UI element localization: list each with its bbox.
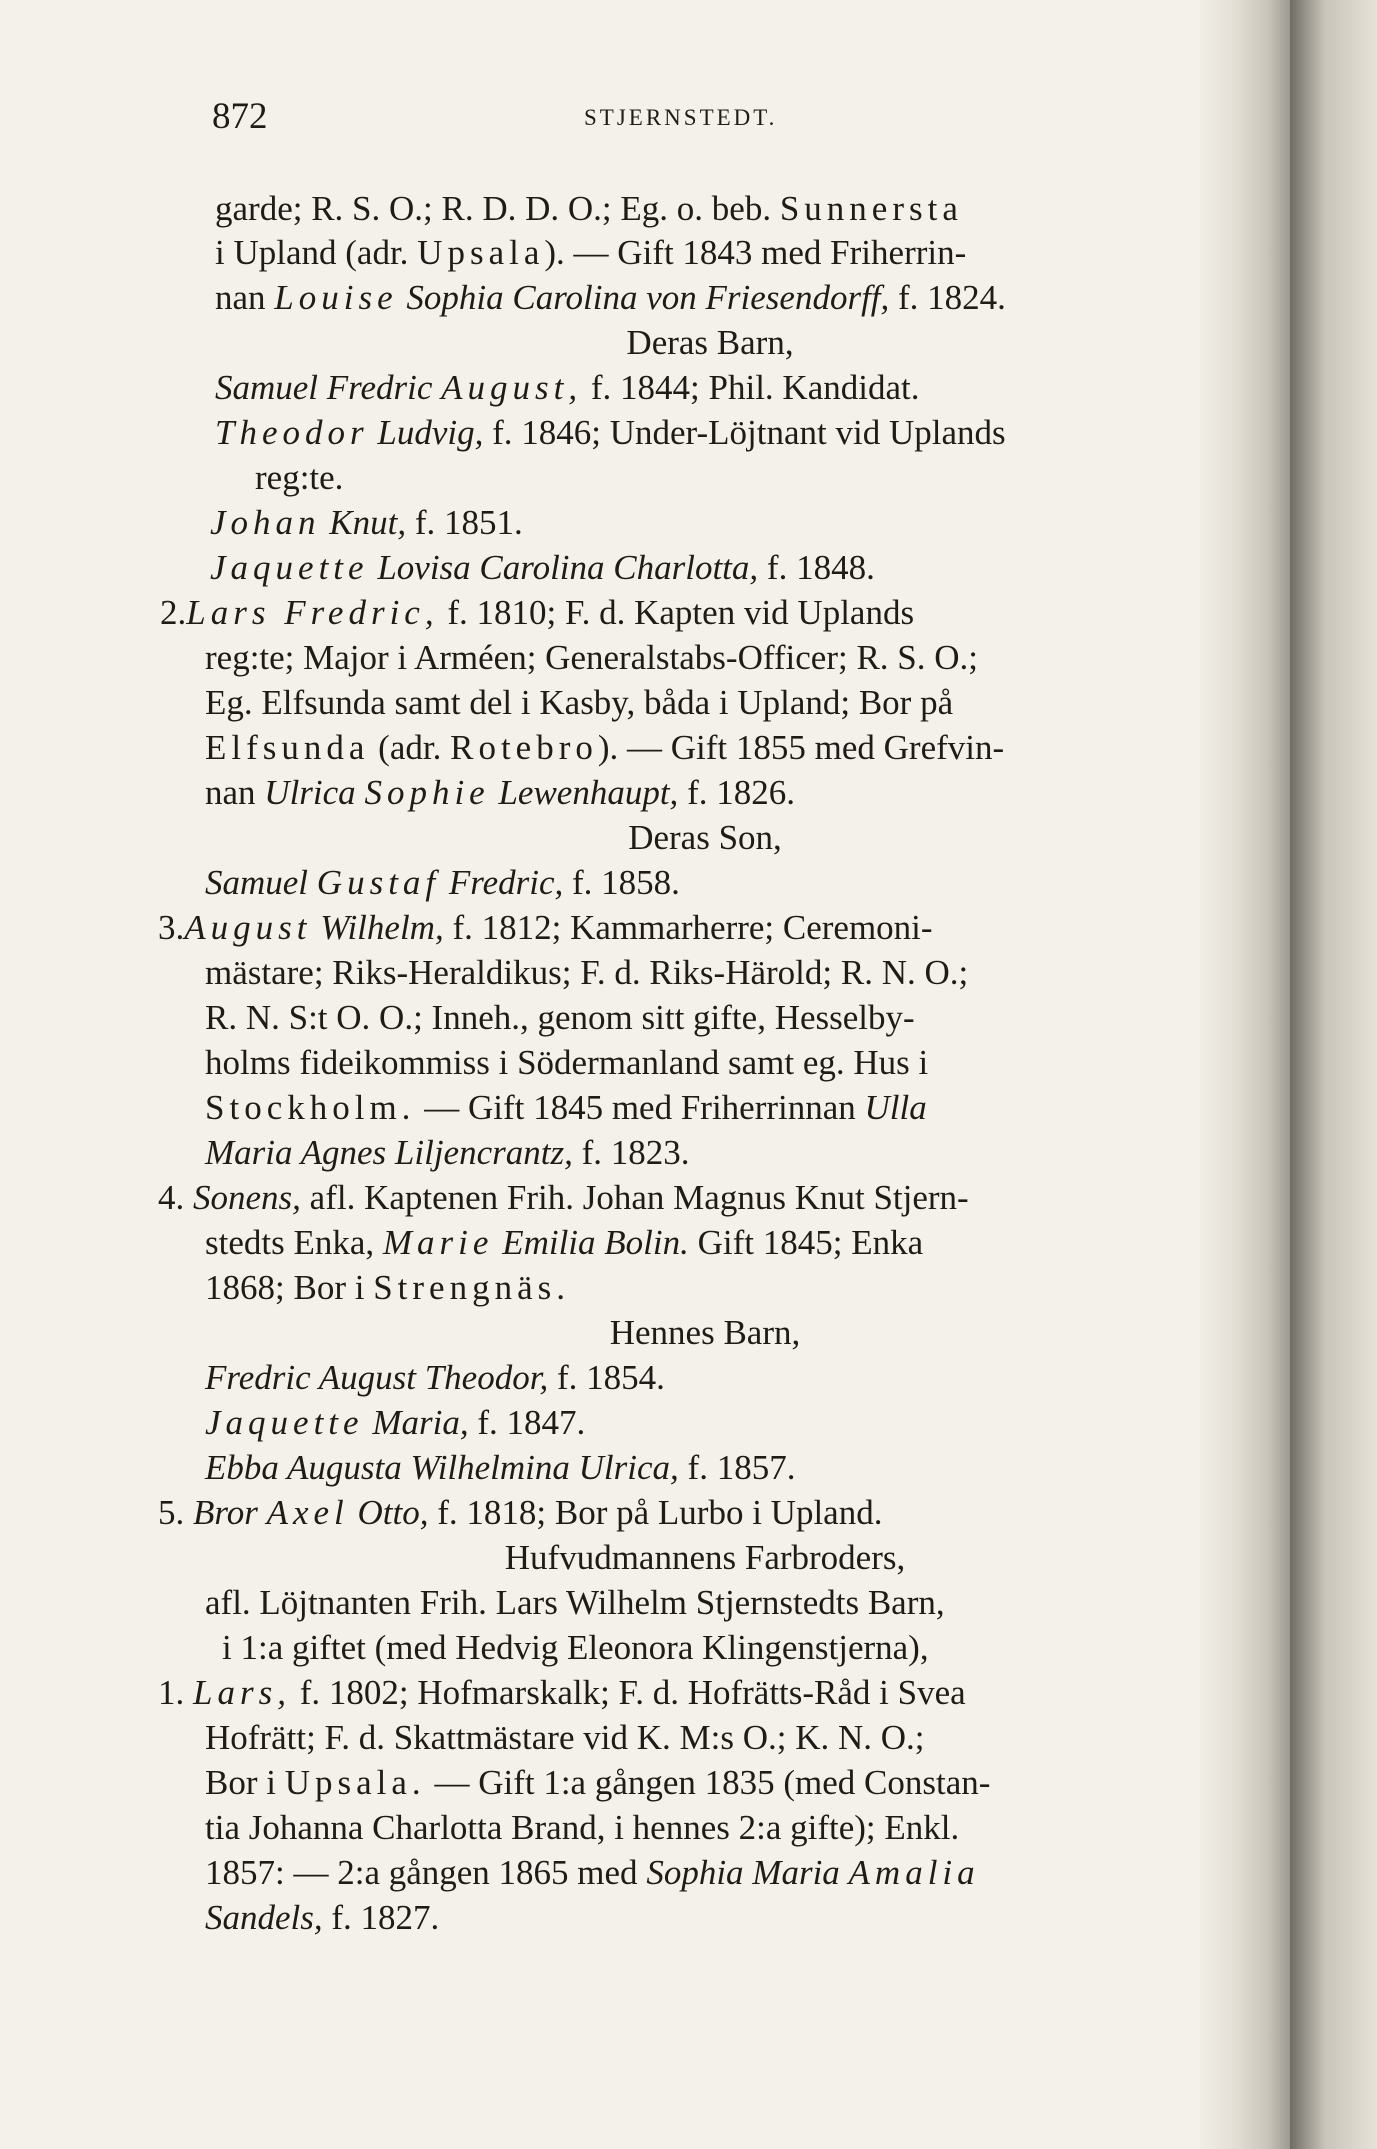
page-gutter: [1200, 0, 1290, 2149]
section-heading: Deras Son,: [628, 818, 782, 857]
text-line: Theodor Ludvig, f. 1846; Under-Löjtnant vid Uplands: [215, 413, 1006, 452]
text-line: Ebba Augusta Wilhelmina Ulrica, f. 1857.: [205, 1448, 796, 1487]
text-line: 1868; Bor i Strengnäs.: [205, 1268, 570, 1307]
text-line: Samuel Fredric August, f. 1844; Phil. Kandidat.: [215, 368, 920, 407]
text-line: Elfsunda (adr. Rotebro). — Gift 1855 med Grefvin-: [205, 728, 1005, 767]
page-number: 872: [212, 96, 268, 137]
text-line: stedts Enka, Marie Emilia Bolin. Gift 1845; Enka: [205, 1223, 924, 1262]
text-line: garde; R. S. O.; R. D. D. O.; Eg. o. beb. Sunnersta: [215, 189, 963, 228]
text-line: i 1:a giftet (med Hedvig Eleonora Klingenstjerna),: [222, 1628, 929, 1667]
page-edge: [1290, 0, 1377, 2149]
section-heading: Hufvudmannens Farbroders,: [504, 1538, 906, 1577]
text-line: Jaquette Maria, f. 1847.: [205, 1403, 586, 1442]
text-line: Fredric August Theodor, f. 1854.: [205, 1358, 665, 1397]
text-line: nan Ulrica Sophie Lewenhaupt, f. 1826.: [205, 773, 795, 812]
text-line: 1857: — 2:a gången 1865 med Sophia Maria Amalia: [205, 1853, 980, 1892]
running-head: STJERNSTEDT.: [584, 105, 778, 130]
section-heading: Deras Barn,: [626, 323, 794, 362]
text-line: Bor i Upsala. — Gift 1:a gången 1835 (med Constan-: [205, 1763, 991, 1802]
section-heading: Hennes Barn,: [609, 1313, 801, 1352]
text-line: Stockholm. — Gift 1845 med Friherrinnan Ulla: [205, 1088, 927, 1127]
text-line: 3.August Wilhelm, f. 1812; Kammarherre; Ceremoni-: [158, 908, 933, 947]
text-line: nan Louise Sophia Carolina von Friesendorff, f. 1824.: [215, 278, 1006, 317]
text-line: reg:te; Major i Arméen; Generalstabs-Officer; R. S. O.;: [205, 638, 979, 677]
text-line: Jaquette Lovisa Carolina Charlotta, f. 1848.: [210, 548, 875, 587]
text-line: 1. Lars, f. 1802; Hofmarskalk; F. d. Hofrätts-Råd i Svea: [158, 1673, 966, 1712]
text-line: 2.Lars Fredric, f. 1810; F. d. Kapten vid Uplands: [160, 593, 915, 632]
text-line: R. N. S:t O. O.; Inneh., genom sitt gifte, Hesselby-: [205, 998, 915, 1037]
text-line: tia Johanna Charlotta Brand, i hennes 2:a gifte); Enkl.: [205, 1808, 960, 1847]
text-line: mästare; Riks-Heraldikus; F. d. Riks-Härold; R. N. O.;: [205, 953, 969, 992]
text-line: i Upland (adr. Upsala). — Gift 1843 med Friherrin-: [215, 233, 967, 272]
text-line: Maria Agnes Liljencrantz, f. 1823.: [205, 1133, 690, 1172]
text-line: Hofrätt; F. d. Skattmästare vid K. M:s O.; K. N. O.;: [205, 1718, 925, 1757]
text-line: Samuel Gustaf Fredric, f. 1858.: [205, 863, 680, 902]
text-line: 4. Sonens, afl. Kaptenen Frih. Johan Magnus Knut Stjern-: [158, 1178, 969, 1217]
text-line: holms fideikommiss i Södermanland samt eg. Hus i: [205, 1043, 929, 1082]
page-header: [0, 95, 1200, 145]
text-line: Johan Knut, f. 1851.: [210, 503, 523, 542]
text-line: afl. Löjtnanten Frih. Lars Wilhelm Stjernstedts Barn,: [205, 1583, 945, 1622]
text-line: 5. Bror Axel Otto, f. 1818; Bor på Lurbo i Upland.: [158, 1493, 883, 1532]
text-line: Eg. Elfsunda samt del i Kasby, båda i Upland; Bor på: [205, 683, 954, 722]
text-line: reg:te.: [255, 458, 344, 497]
text-line: Sandels, f. 1827.: [205, 1898, 440, 1937]
